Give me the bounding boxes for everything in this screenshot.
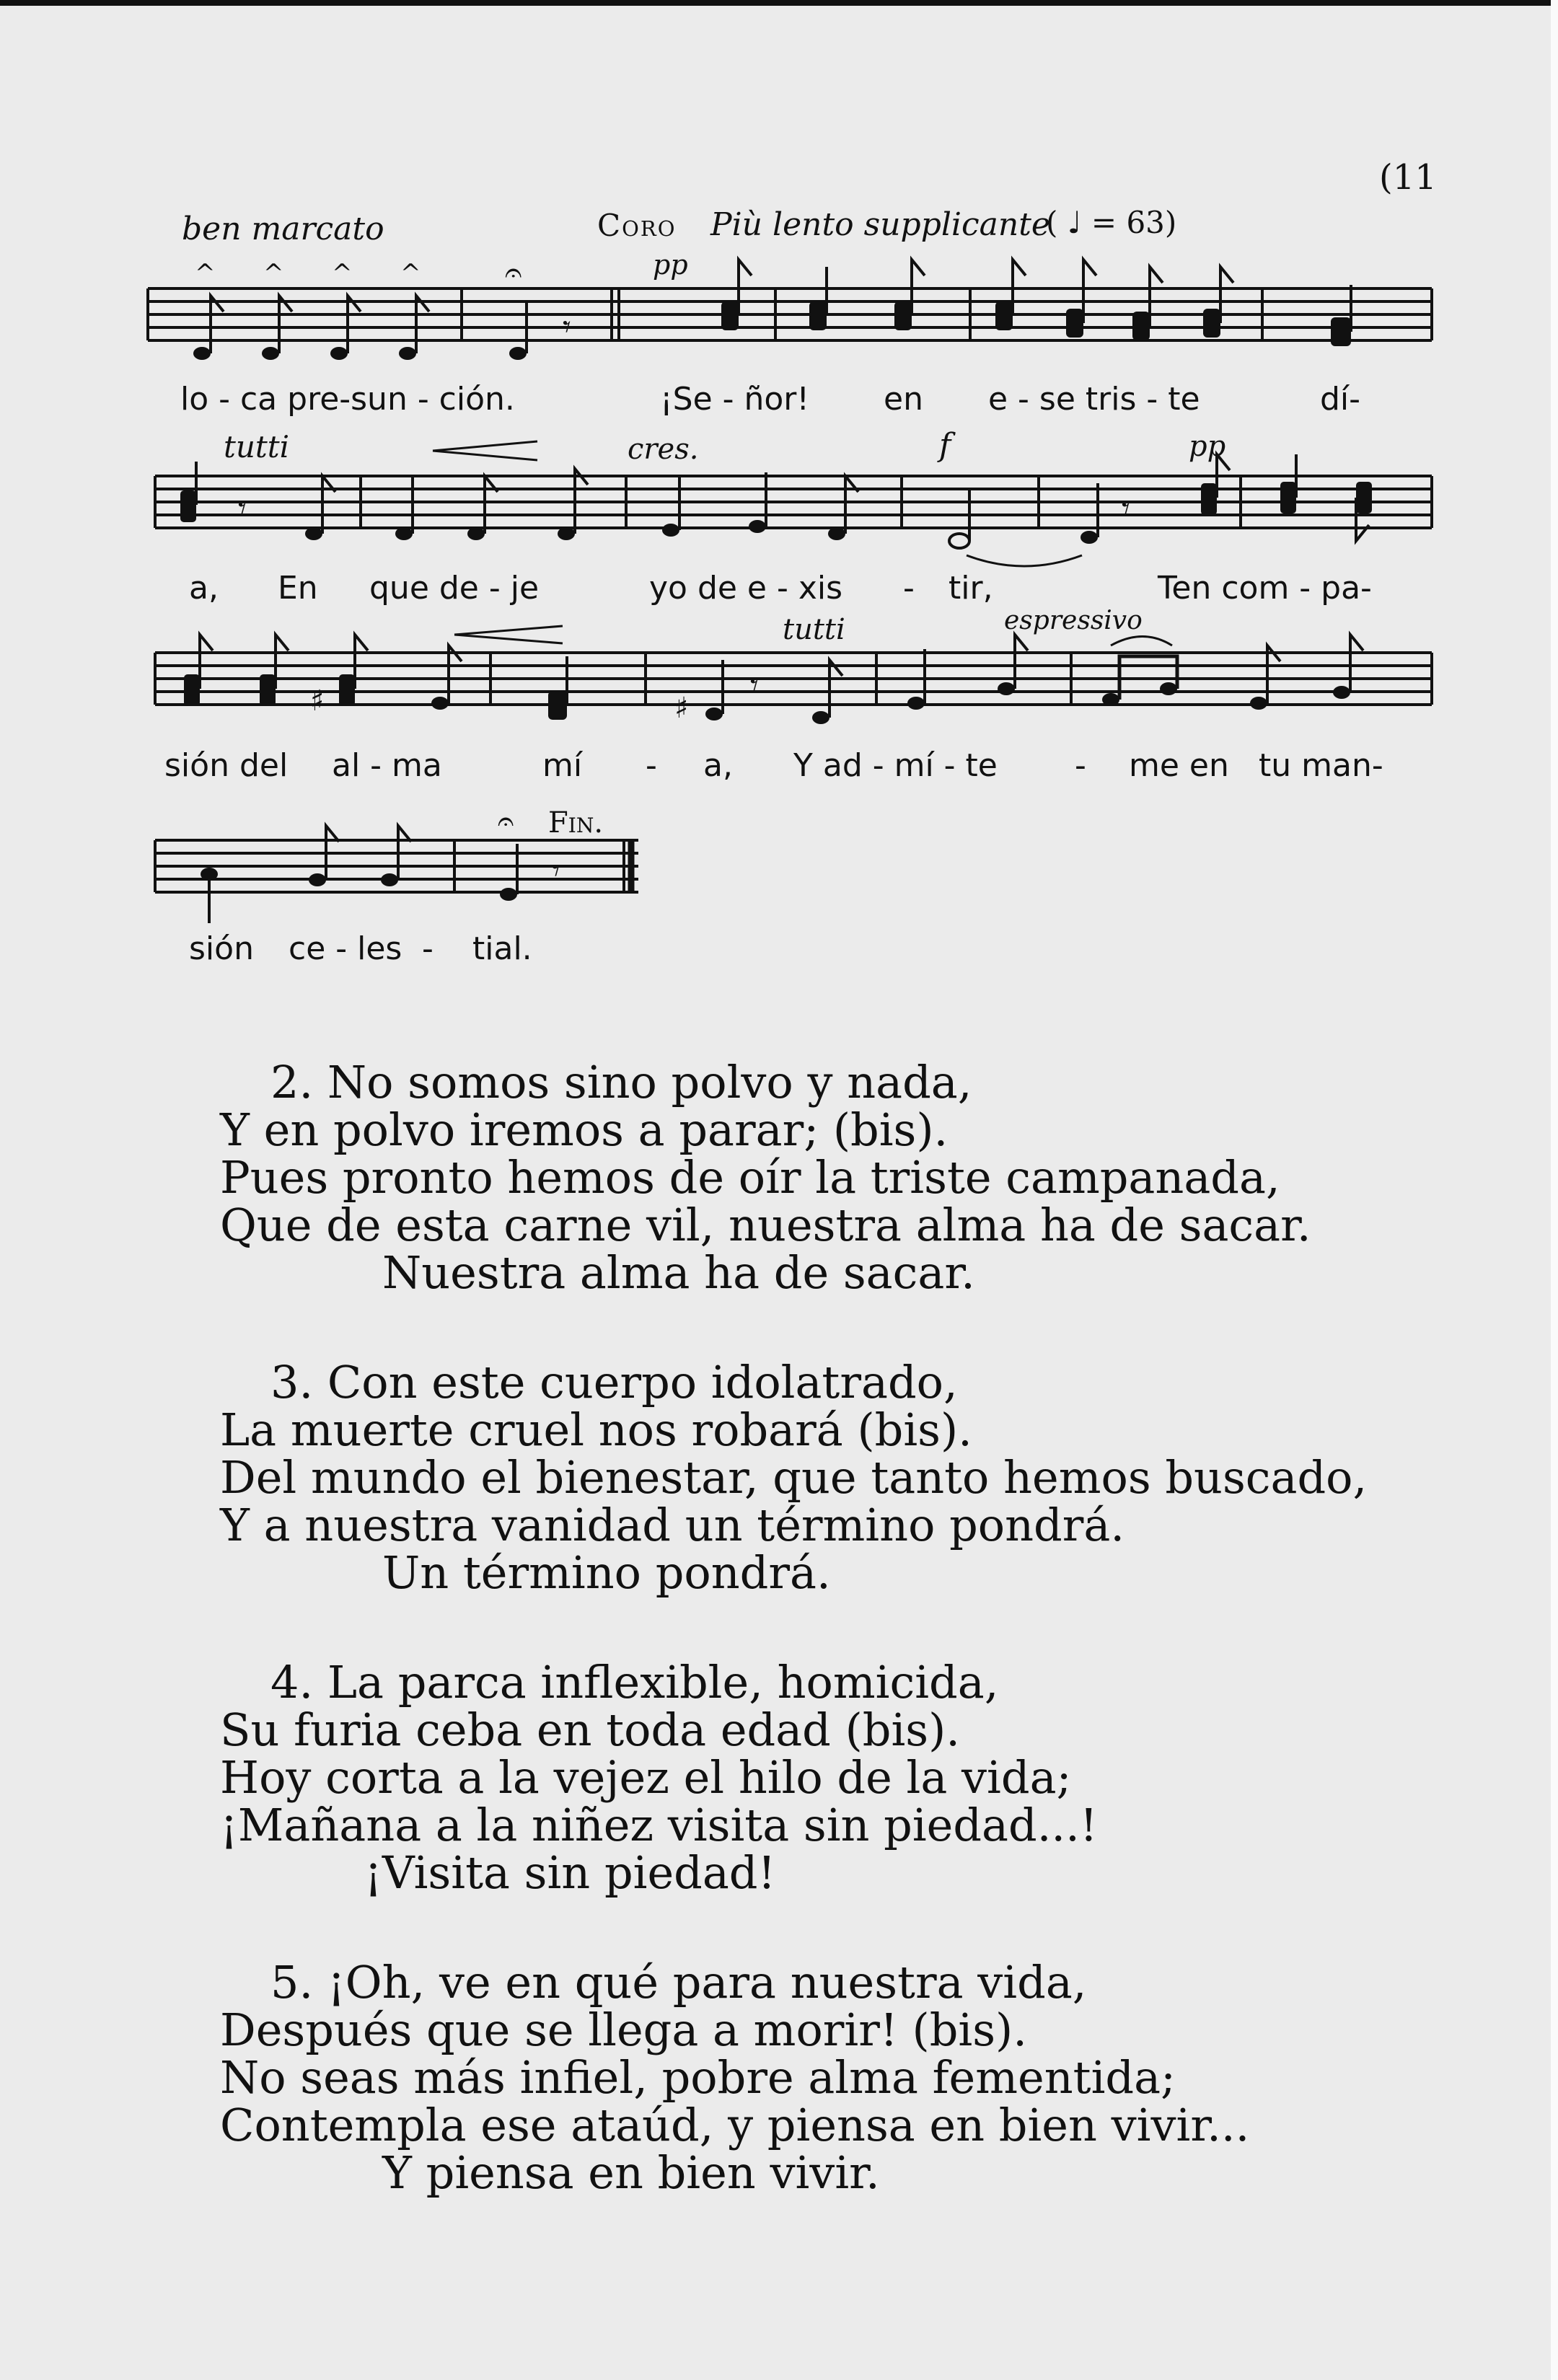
lyric-3-7: -: [1075, 747, 1086, 784]
tempo-marking: Più lento supplicante: [710, 206, 1050, 243]
verse-2-line-4: Que de esta carne vil, nuestra alma ha de sacar.: [220, 1199, 1311, 1251]
lyric-3-1: sión del: [164, 747, 289, 784]
verse-4-line-5: ¡Visita sin piedad!: [364, 1846, 776, 1899]
lyric-1-4: e - se tris - te: [988, 381, 1200, 418]
tempo-ben-marcato: ben marcato: [182, 211, 384, 247]
svg-text:^: ^: [332, 259, 353, 288]
lyric-4-2: ce - les: [289, 930, 402, 967]
lyric-2-1: a,: [189, 570, 219, 607]
svg-text:𝄐: 𝄐: [505, 255, 522, 290]
verse-4-line-2: Su furia ceba en toda edad (bis).: [220, 1704, 960, 1756]
dynamic-pp-1: pp: [653, 249, 688, 281]
verse-2-line-1: 2. No somos sino polvo y nada,: [270, 1056, 972, 1109]
verse-3-line-1: 3. Con este cuerpo idolatrado,: [270, 1356, 958, 1409]
lyric-1-5: dí-: [1320, 381, 1361, 418]
lyric-2-7: Ten com - pa-: [1158, 570, 1372, 607]
verse-4-line-1: 4. La parca inflexible, homicida,: [270, 1656, 999, 1709]
verse-3-line-4: Y a nuestra vanidad un término pondrá.: [220, 1499, 1125, 1551]
lyric-1-3: en: [884, 381, 923, 418]
lyric-3-9: tu man-: [1259, 747, 1383, 784]
fin-marking: Fin.: [548, 806, 604, 839]
svg-text:𝄾: 𝄾: [1122, 490, 1130, 527]
lyric-3-6: Y ad - mí - te: [793, 747, 998, 784]
espressivo-marking: espressivo: [1004, 606, 1143, 635]
verse-5-line-2: Después que se llega a morir! (bis).: [220, 2004, 1027, 2056]
lyric-3-2: al - ma: [332, 747, 442, 784]
lyric-1-2: ¡Se - ñor!: [660, 381, 810, 418]
svg-text:𝄾: 𝄾: [552, 852, 560, 889]
lyric-4-1: sión: [189, 930, 254, 967]
page-number: (11: [1379, 157, 1437, 198]
lyric-2-2: En: [278, 570, 318, 607]
svg-text:𝄾: 𝄾: [238, 490, 247, 527]
lyric-2-4: yo de e - xis: [649, 570, 843, 607]
svg-text:𝄾: 𝄾: [750, 667, 759, 704]
coro-label: Coro: [597, 208, 677, 243]
svg-text:𝄐: 𝄐: [498, 805, 514, 838]
svg-text:^: ^: [263, 259, 284, 288]
lyric-2-3: que de - je: [369, 570, 540, 607]
lyric-2-5: -: [903, 570, 915, 607]
verse-2-line-5: Nuestra alma ha de sacar.: [382, 1246, 975, 1299]
metronome-marking: ( ♩ = 63): [1046, 205, 1177, 240]
lyric-3-3: mí: [542, 747, 583, 784]
verse-5-line-5: Y piensa en bien vivir.: [382, 2146, 880, 2199]
dynamic-pp-2: pp: [1189, 430, 1226, 463]
tutti-1: tutti: [224, 429, 290, 464]
lyric-1-1: lo - ca pre-sun - ción.: [180, 381, 515, 418]
verse-5-line-3: No seas más infiel, pobre alma fementida;: [220, 2051, 1176, 2104]
svg-text:^: ^: [400, 259, 421, 288]
music-score: [0, 0, 1558, 1010]
lyric-3-5: a,: [703, 747, 733, 784]
lyric-3-8: me en: [1129, 747, 1229, 784]
verse-5-line-1: 5. ¡Oh, ve en qué para nuestra vida,: [270, 1956, 1087, 2009]
verse-5-line-4: Contempla ese ataúd, y piensa en bien vivir...: [220, 2099, 1250, 2151]
lyric-2-6: tir,: [949, 570, 993, 607]
tutti-2: tutti: [783, 613, 845, 646]
verse-4-line-3: Hoy corta a la vejez el hilo de la vida;: [220, 1751, 1072, 1804]
verse-3-line-5: Un término pondrá.: [382, 1546, 831, 1599]
verse-3-line-3: Del mundo el bienestar, que tanto hemos buscado,: [220, 1451, 1368, 1504]
verse-2-line-3: Pues pronto hemos de oír la triste campanada,: [220, 1151, 1280, 1204]
lyric-4-3: -: [422, 930, 433, 967]
svg-text:𝄾: 𝄾: [563, 309, 571, 345]
verse-3-line-2: La muerte cruel nos robará (bis).: [220, 1403, 972, 1456]
svg-text:^: ^: [195, 259, 216, 288]
svg-text:♯: ♯: [310, 684, 325, 718]
svg-text:♯: ♯: [674, 692, 689, 725]
verse-4-line-4: ¡Mañana a la niñez visita sin piedad...!: [220, 1799, 1098, 1851]
lyric-4-4: tial.: [472, 930, 532, 967]
dynamic-forte: f: [939, 427, 951, 464]
crescendo-marking: cres.: [628, 433, 699, 466]
lyric-3-4: -: [646, 747, 657, 784]
verse-2-line-2: Y en polvo iremos a parar; (bis).: [220, 1103, 949, 1156]
